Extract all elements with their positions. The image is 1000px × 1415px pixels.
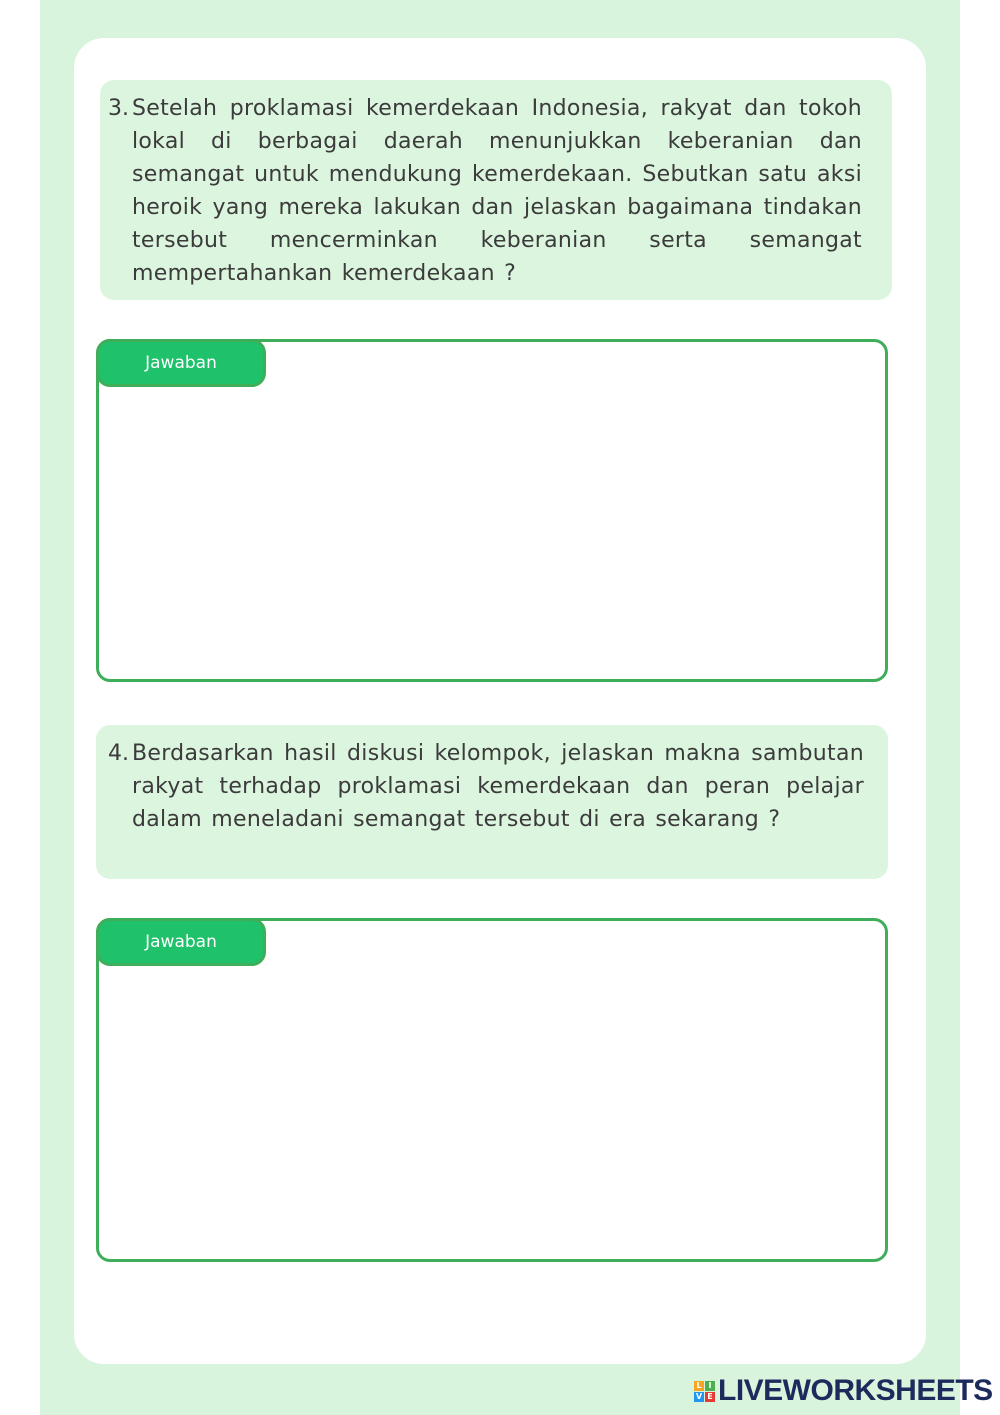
logo-letter-l: L [694, 1381, 704, 1391]
answer-4-label: Jawaban [96, 918, 266, 966]
liveworksheets-logo-icon [694, 1381, 715, 1402]
answer-3-box [96, 339, 888, 682]
question-3-number: 3. [108, 96, 129, 121]
logo-letter-i: I [705, 1381, 715, 1391]
answer-4-input[interactable] [109, 973, 875, 1249]
question-4-number: 4. [108, 741, 129, 766]
question-3-box [100, 80, 892, 300]
answer-4-box [96, 918, 888, 1262]
question-4-box [96, 725, 888, 879]
question-3-text: Setelah proklamasi kemerdekaan Indonesia, rakyat dan tokoh lokal di berbagai daerah menunjukkan keberanian dan semangat untuk mendukung kemerdekaan. Sebutkan satu aksi heroik yang mereka lakukan dan jelaskan bagaimana tindakan tersebut mencerminkan keberanian serta semangat mempertahankan kemerdekaan ? [132, 96, 862, 286]
question-3 [108, 92, 862, 290]
logo-letter-e: E [705, 1392, 715, 1402]
liveworksheets-wordmark: LIVEWORKSHEETS [718, 1374, 993, 1407]
answer-3-label: Jawaban [96, 339, 266, 387]
liveworksheets-watermark [694, 1375, 993, 1407]
logo-letter-v: V [695, 1391, 703, 1401]
question-4-text: Berdasarkan hasil diskusi kelompok, jelaskan makna sambutan rakyat terhadap proklamasi kemerdekaan dan peran pelajar dalam meneladani semangat tersebut di era sekarang ? [132, 741, 864, 832]
question-4 [108, 737, 864, 836]
answer-3-input[interactable] [109, 394, 875, 669]
